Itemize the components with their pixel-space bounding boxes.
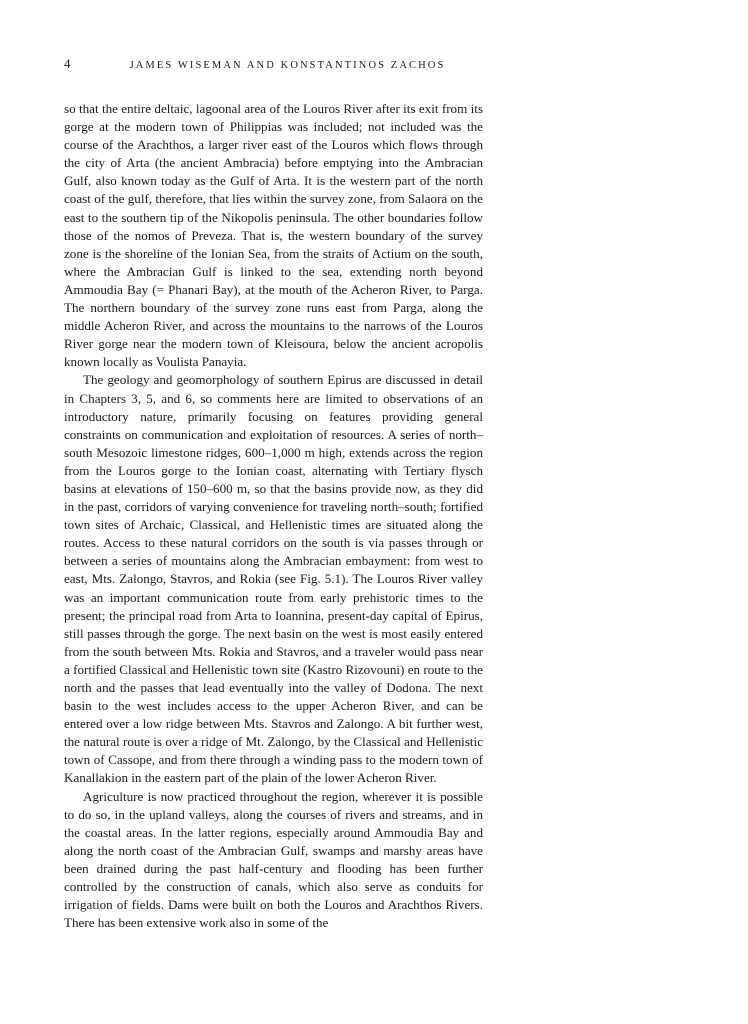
book-page	[64, 56, 483, 932]
running-head	[64, 56, 483, 76]
paragraph-geology: The geology and geomorphology of southern Epirus are discussed in detail in Chapters 3, 5, and 6, so comments here are limited to observations of an introductory nature, primarily focusing on features providing general constraints on communication and exploitation of resources. A series of north–south Mesozoic limestone ridges, 600–1,000 m high, extends across the region from the Louros gorge to the Ionian coast, alternating with Tertiary flysch basins at elevations of 150–600 m, so that the basins provide now, as they did in the past, corridors of varying convenience for traveling north–south; fortified town sites of Archaic, Classical, and Hellenistic times are situated along the routes. Access to these natural corridors on the south is via passes through or between a series of mountains along the Ambracian embayment: from west to east, Mts. Zalongo, Stavros, and Rokia (see Fig. 5.1). The Louros River valley was an important communication route from early prehistoric times to the present; the principal road from Arta to Ioannina, present-day capital of Epirus, still passes through the gorge. The next basin on the west is most easily entered from the south between Mts. Rokia and Stavros, and a traveler would pass near a fortified Classical and Hellenistic town site (Kastro Rizovouni) en route to the north and the passes that lead eventually into the valley of Dodona. The next basin to the west includes access to the upper Acheron River, and can be entered over a low ridge between Mts. Stavros and Zalongo. A bit further west, the natural route is over a ridge of Mt. Zalongo, by the Classical and Hellenistic town of Cassope, and from there through a winding pass to the modern town of Kanallakion in the eastern part of the plain of the lower Acheron River.	[64, 372, 483, 786]
page-number: 4	[64, 56, 71, 71]
body-text	[64, 100, 483, 932]
paragraph-continued: so that the entire deltaic, lagoonal area of the Louros River after its exit from its gorge at the modern town of Philippias was included; not included was the course of the Arachthos, a larger river east of the Louros which flows through the city of Arta (the ancient Ambracia) before emptying into the Ambracian Gulf, also known today as the Gulf of Arta. It is the western part of the north coast of the gulf, therefore, that lies within the survey zone, from Salaora on the east to the southern tip of the Nikopolis peninsula. The other boundaries follow those of the nomos of Preveza. That is, the western boundary of the survey zone is the shoreline of the Ionian Sea, from the straits of Actium on the south, where the Ambracian Gulf is linked to the sea, extending north beyond Ammoudia Bay (= Phanari Bay), at the mouth of the Acheron River, to Parga. The northern boundary of the survey zone runs east from Parga, along the middle Acheron River, and across the mountains to the narrows of the Louros River gorge near the modern town of Kleisoura, below the ancient acropolis known locally as Voulista Panayia.	[64, 101, 483, 370]
paragraph-agriculture: Agriculture is now practiced throughout the region, wherever it is possible to do so, in the upland valleys, along the courses of rivers and streams, and in the coastal areas. In the latter regions, especially around Ammoudia Bay and along the north coast of the Ambracian Gulf, swamps and marshy areas have been drained during the past half-century and flooding has been further controlled by the construction of canals, which also serve as conduits for irrigation of fields. Dams were built on both the Louros and Arachthos Rivers. There has been extensive work also in some of the	[64, 788, 483, 931]
running-title: JAMES WISEMAN AND KONSTANTINOS ZACHOS	[129, 60, 446, 71]
